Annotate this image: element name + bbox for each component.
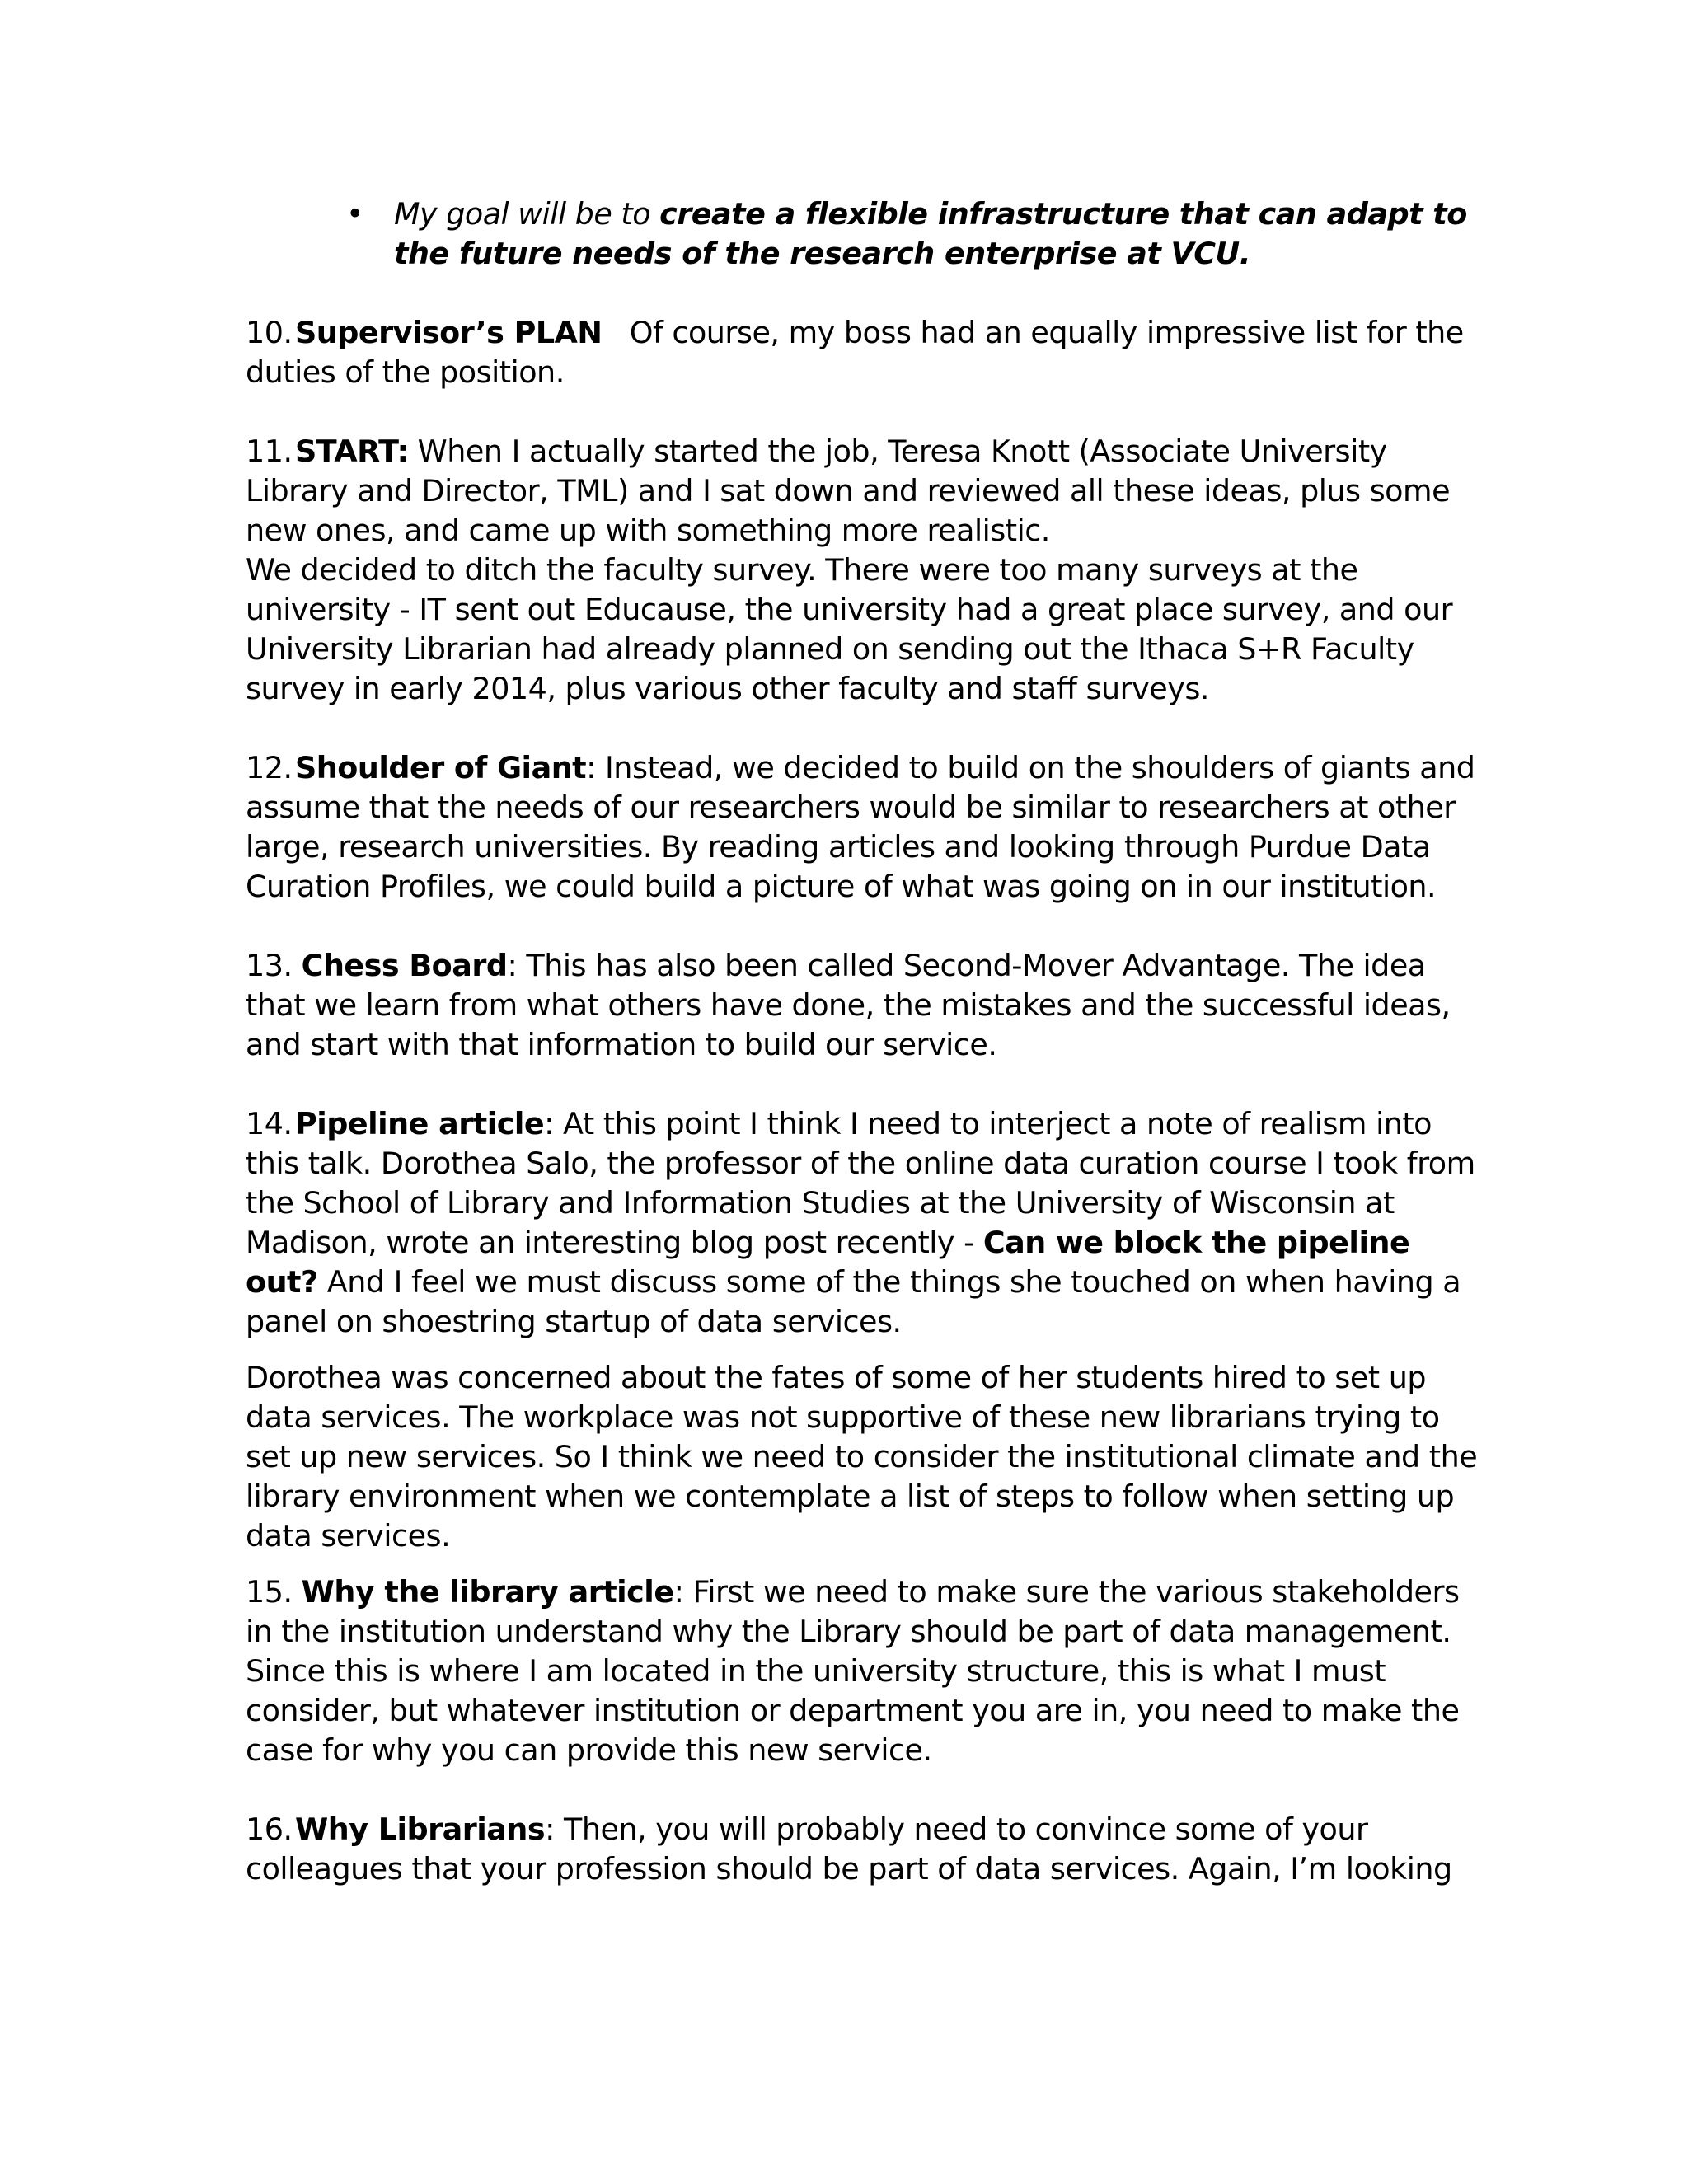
item-title: Chess Board — [301, 948, 508, 983]
item-title: Supervisor’s PLAN — [295, 315, 603, 350]
item-text-continued: We decided to ditch the faculty survey. There were too many surveys at the university - IT sent out Educause, the university had a great place survey, and our University Librarian had already planned on sending out the Ithaca S+R Faculty survey in early 2014, plus various other faculty and staff surveys. — [246, 552, 1453, 706]
document-body — [246, 194, 1487, 1929]
item-13 — [246, 946, 1487, 1065]
item-title: Shoulder of Giant — [295, 750, 587, 785]
item-text: Of course, my boss had an equally impressive list for the duties of the position. — [246, 315, 1473, 390]
item-14 — [246, 1104, 1487, 1342]
item-number: 10. — [246, 315, 293, 350]
item-10 — [246, 313, 1487, 392]
item-number: 11. — [246, 434, 293, 469]
item-12 — [246, 748, 1487, 907]
item-number: 13. — [246, 948, 302, 983]
item-title: Pipeline article — [295, 1106, 545, 1141]
item-text: : This has also been called Second-Mover Advantage. The idea that we learn from what others have done, the mistakes and the successful ideas, and start with that information to build our service. — [246, 948, 1451, 1062]
item-number: 14. — [246, 1106, 293, 1141]
dorothea-paragraph: Dorothea was concerned about the fates of some of her students hired to set up data services. The workplace was not supportive of these new librarians trying to set up new services. So I think we need to consider the institutional climate and the library environment when we contemplate a list of steps to follow when setting up data services. — [246, 1360, 1478, 1554]
item-title: Why the library article — [301, 1574, 674, 1610]
item-number: 16. — [246, 1811, 293, 1847]
item-11 — [246, 432, 1487, 709]
goal-bullet — [246, 194, 1487, 274]
item-text: : Instead, we decided to build on the shoulders of giants and assume that the needs of our researchers would be similar to researchers at other large, research universities. By reading articles and looking through Purdue Data Curation Profiles, we could build a picture of what was going on in our institution. — [246, 750, 1475, 904]
item-text: : At this point I think I need to interject a note of realism into this talk. Dorothea Salo, the professor of the online data curation course I took from the School of Library and Information Studies at the University of Wisconsin at Madison, wrote an interesting blog post recently - — [246, 1106, 1475, 1260]
item-text: : First we need to make sure the various stakeholders in the institution understand why the Library should be part of data management. Since this is where I am located in the university structure, this is what I must consider, but whatever institution or department you are in, you need to make the case for why you can provide this new service. — [246, 1574, 1460, 1768]
item-15 — [246, 1572, 1487, 1770]
item-text: : Then, you will probably need to convince some of your colleagues that your profession should be part of data services. Again, I’m looking — [246, 1811, 1452, 1886]
item-number: 15. — [246, 1574, 302, 1610]
bullet-icon: • — [346, 196, 364, 232]
item-text: When I actually started the job, Teresa Knott (Associate University Library and Director, TML) and I sat down and reviewed all these ideas, plus some new ones, and came up with something more realistic. — [246, 434, 1451, 548]
item-number: 12. — [246, 750, 293, 785]
goal-text: My goal will be to create a flexible infrastructure that can adapt to the future needs of the research enterprise at VCU. — [394, 196, 1467, 271]
item-text-continued: And I feel we must discuss some of the things she touched on when having a panel on shoestring startup of data services. — [246, 1264, 1461, 1339]
item-title: Why Librarians — [295, 1811, 546, 1847]
item-title: START: — [295, 434, 409, 469]
blog-post-title: Can we block the pipeline out? — [246, 1225, 1410, 1300]
item-16 — [246, 1810, 1487, 1889]
